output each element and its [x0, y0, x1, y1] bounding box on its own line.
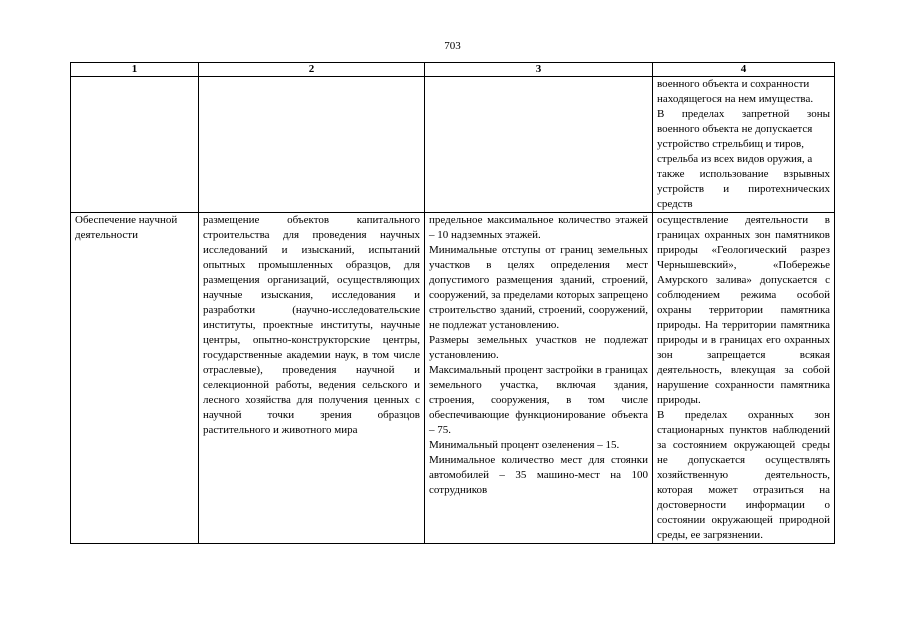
row2-col3-cell	[425, 213, 653, 544]
row1-col3-cell	[425, 77, 653, 213]
row1-col4-line: военного объекта не допускается	[657, 123, 813, 135]
row1-col4-line: устройство стрельбищ и тиров,	[657, 138, 804, 150]
row2-col1-cell: Обеспечение научной деятельности	[71, 213, 199, 544]
row1-col4-line: военного объекта и сохранности	[657, 78, 810, 90]
row1-col4-line: устройств и пиротехнических	[657, 183, 830, 195]
row2-col3-paragraph: Минимальное количество мест для стоянки автомобилей – 35 машино-мест на 100 сотрудников	[429, 454, 648, 496]
row1-col4-line: В пределах запретной зоны	[657, 108, 830, 120]
row2-col4-cell	[653, 213, 835, 544]
row2-col2-cell: размещение объектов капитального строительства для проведения научных исследований и изысканий, испытаний опытных промышленных образцов, для размещения организаций, осуществляющих научные изыскания, исследования и разработки (научно-исследовательские институты, проектные институты, научные центры, опытно-конструкторские центры, государственные академии наук, в том числе отраслевые), проведения научной и селекционной работы, ведения сельского и лесного хозяйства для получения ценных с научной точки зрения образцов растительного и животного мира	[199, 213, 425, 544]
table-header-row	[71, 63, 835, 77]
column-header-2: 2	[199, 63, 425, 77]
row2-col4-paragraph: В пределах охранных зон стационарных пунктов наблюдений за состоянием окружающей среды не допускается осуществлять хозяйственную деятельность, которая может отразиться на достоверности информации о состоянии окружающей природной среды, ее загрязнении.	[657, 409, 830, 541]
column-header-3: 3	[425, 63, 653, 77]
column-header-4: 4	[653, 63, 835, 77]
row2-col3-paragraph: Минимальные отступы от границ земельных участков в целях определения мест допустимого размещения зданий, строений, сооружений, за пределами которых запрещено строительство зданий, строений, сооружений, не подлежат установлению.	[429, 244, 648, 331]
row1-col4-line: находящегося на нем имущества.	[657, 93, 814, 105]
row1-col4-cell	[653, 77, 835, 213]
regulations-table	[70, 62, 835, 544]
row2-col3-paragraph: предельное максимальное количество этажей – 10 надземных этажей.	[429, 214, 648, 241]
table-row	[71, 77, 835, 213]
page-number: 703	[444, 40, 461, 52]
row2-col3-paragraph: Размеры земельных участков не подлежат установлению.	[429, 334, 648, 361]
table-row	[71, 213, 835, 544]
row1-col4-line: средств	[657, 198, 693, 210]
row1-col1-cell	[71, 77, 199, 213]
row2-col3-paragraph: Максимальный процент застройки в границах земельного участка, включая здания, строения, сооружения, в том числе обеспечивающие функционирование объекта – 75.	[429, 364, 648, 436]
row2-col4-paragraph: осуществление деятельности в границах охранных зон памятников природы «Геологический разрез Чернышевский», «Побережье Амурского залива» допускается с соблюдением режима особой охраны территории памятника природы. На территории памятника природы и в границах его охранных зон запрещается всякая деятельность, влекущая за собой нарушение сохранности памятника природы.	[657, 214, 830, 406]
row2-col3-paragraph: Минимальный процент озеленения – 15.	[429, 439, 620, 451]
row1-col4-line: стрельба из всех видов оружия, а	[657, 153, 813, 165]
column-header-1: 1	[71, 63, 199, 77]
row1-col4-line: также использование взрывных	[657, 168, 830, 180]
row1-col2-cell	[199, 77, 425, 213]
